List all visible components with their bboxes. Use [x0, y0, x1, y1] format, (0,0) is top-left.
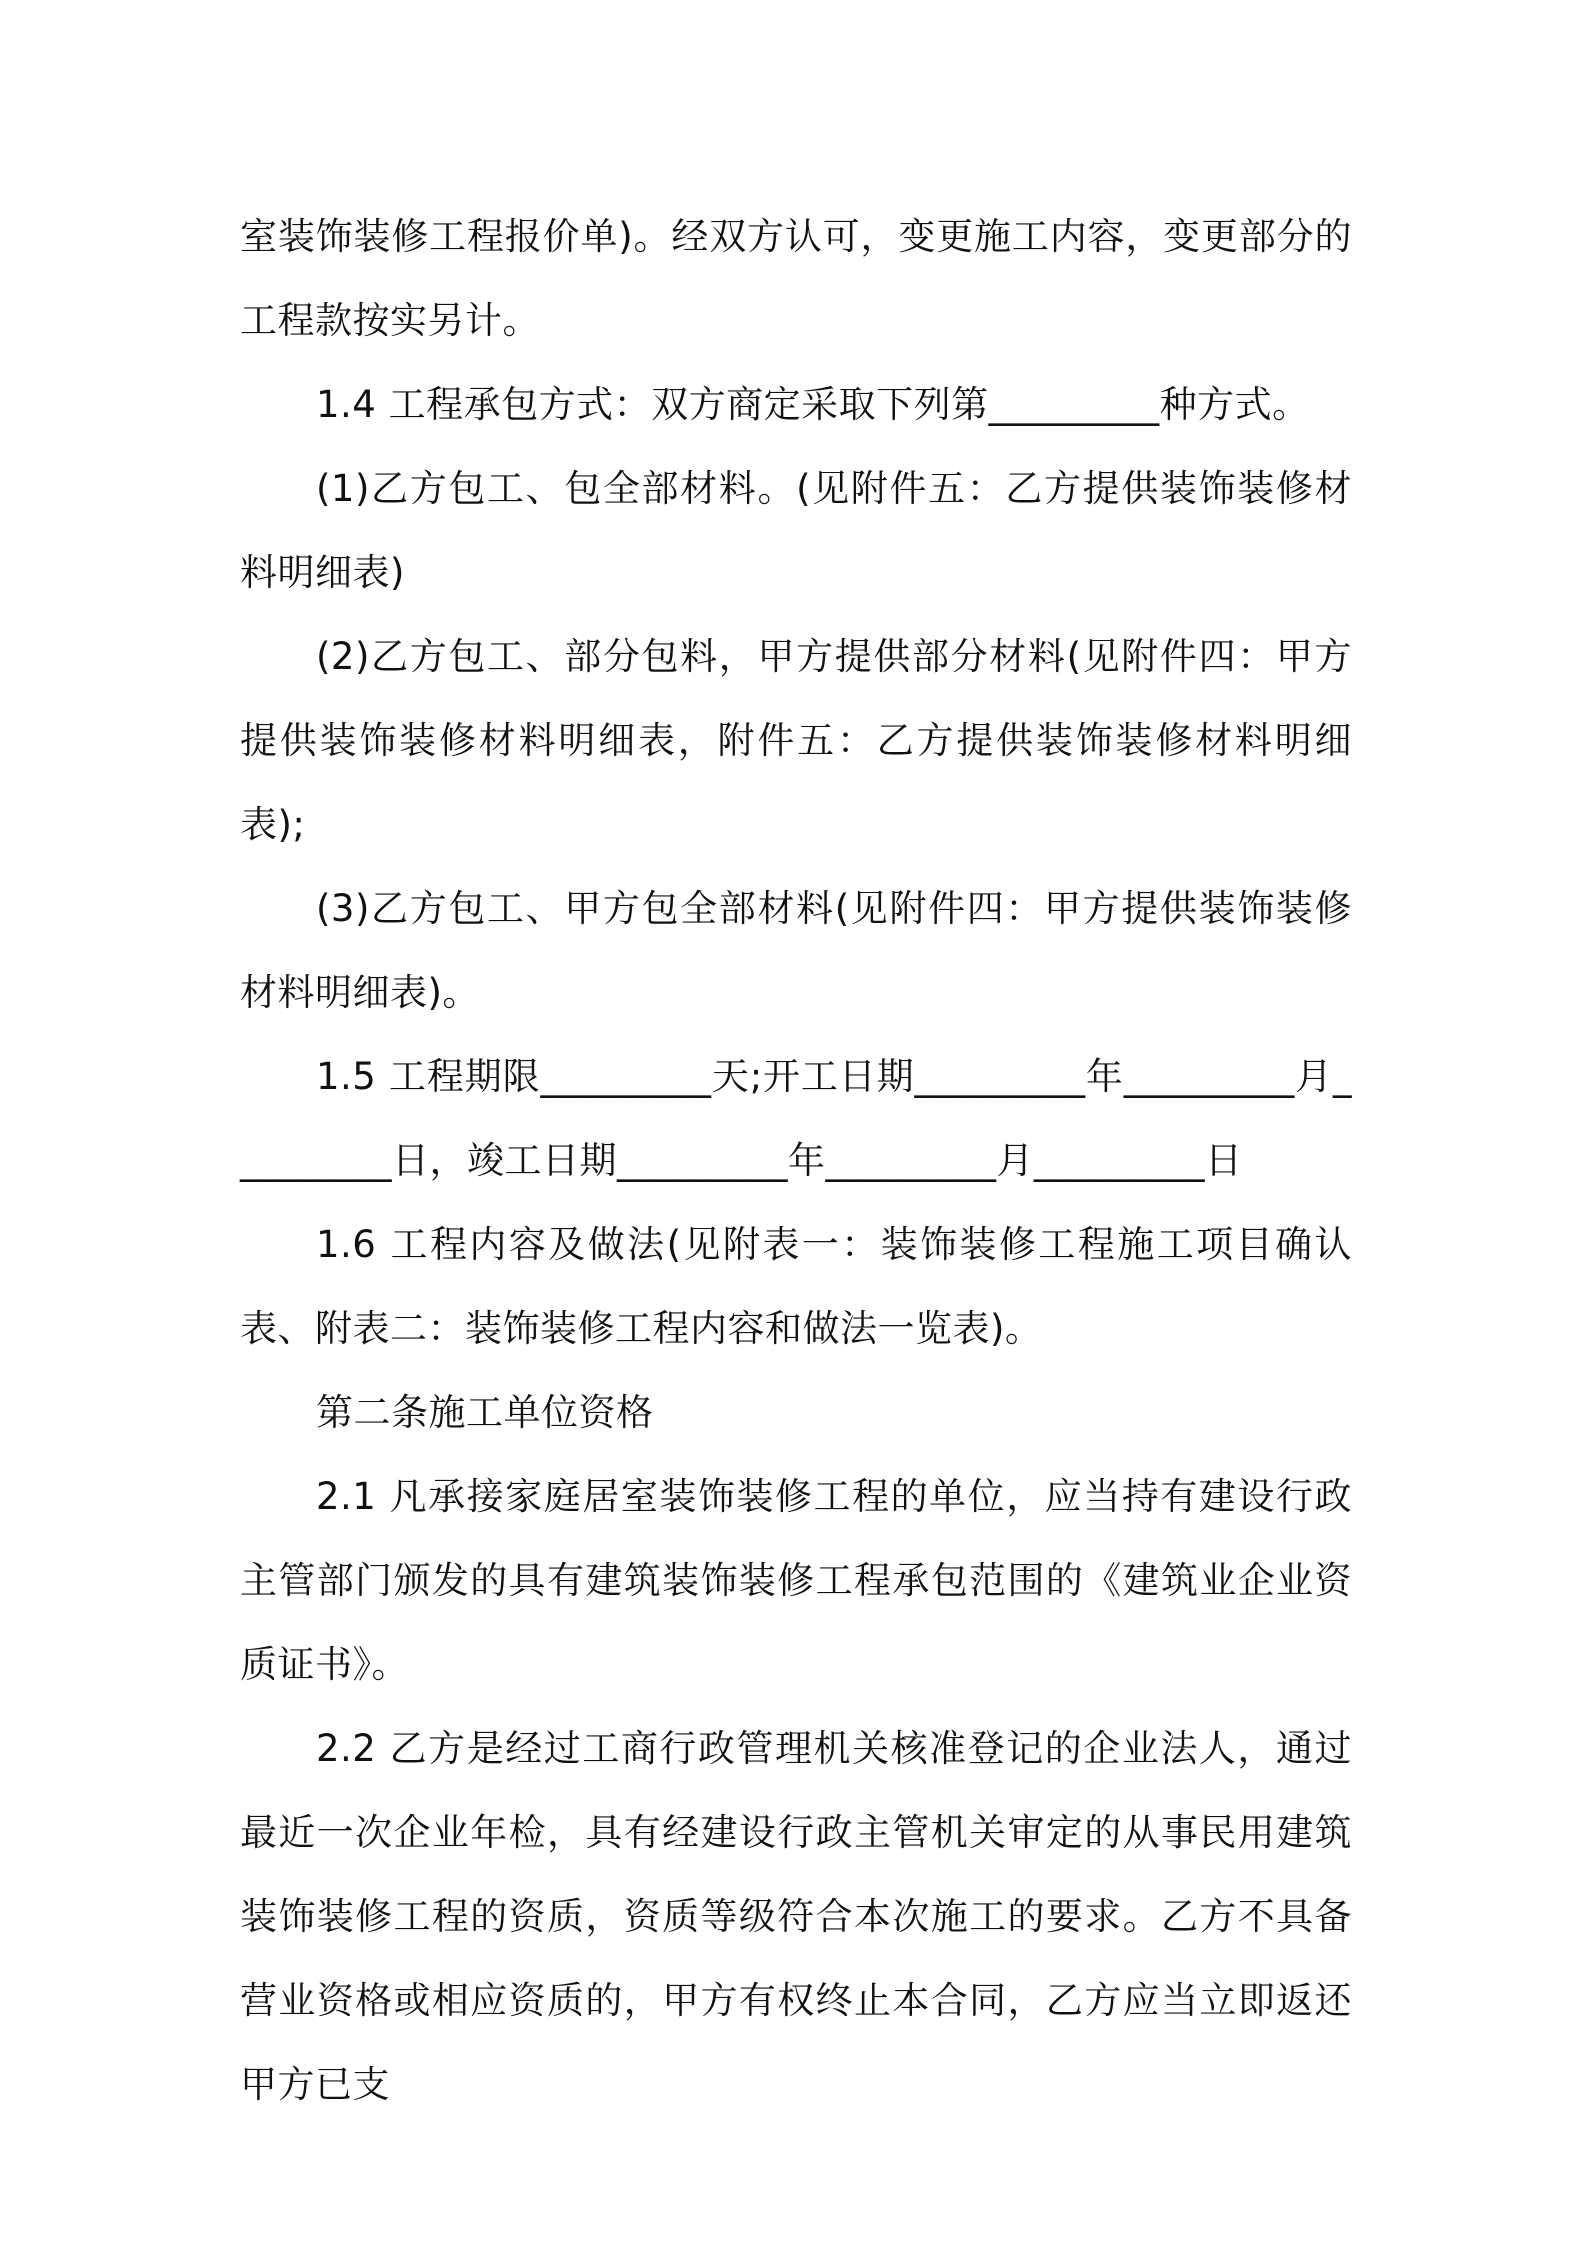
paragraph-clause-1-6: 1.6 工程内容及做法(见附表一：装饰装修工程施工项目确认表、附表二：装饰装修工程内容和做法一览表)。	[240, 1223, 1352, 1350]
paragraph-option-1: (1)乙方包工、包全部材料。(见附件五：乙方提供装饰装修材料明细表)	[240, 467, 1352, 594]
paragraph-option-2: (2)乙方包工、部分包料，甲方提供部分材料(见附件四：甲方提供装饰装修材料明细表，附件五：乙方提供装饰装修材料明细表);	[240, 635, 1352, 846]
paragraph-option-3: (3)乙方包工、甲方包全部材料(见附件四：甲方提供装饰装修材料明细表)。	[240, 887, 1352, 1014]
paragraph-continuation: 室装饰装修工程报价单)。经双方认可，变更施工内容，变更部分的工程款按实另计。	[240, 215, 1352, 342]
paragraph-clause-1-4: 1.4 工程承包方式：双方商定采取下列第_________种方式。	[316, 383, 1310, 426]
paragraph-clause-2-2: 2.2 乙方是经过工商行政管理机关核准登记的企业法人，通过最近一次企业年检，具有经建设行政主管机关审定的从事民用建筑装饰装修工程的资质，资质等级符合本次施工的要求。乙方不具备营业资格或相应资质的，甲方有权终止本合同，乙方应当立即返还甲方已支	[240, 1727, 1352, 2106]
paragraph-clause-1-5: 1.5 工程期限_________天;开工日期_________年_________月_________日，竣工日期_________年_________月_________日	[240, 1055, 1352, 1182]
heading-article-2: 第二条施工单位资格	[316, 1391, 654, 1434]
document-body	[240, 195, 1352, 2127]
paragraph-clause-2-1: 2.1 凡承接家庭居室装饰装修工程的单位，应当持有建设行政主管部门颁发的具有建筑装饰装修工程承包范围的《建筑业企业资质证书》。	[240, 1475, 1352, 1686]
